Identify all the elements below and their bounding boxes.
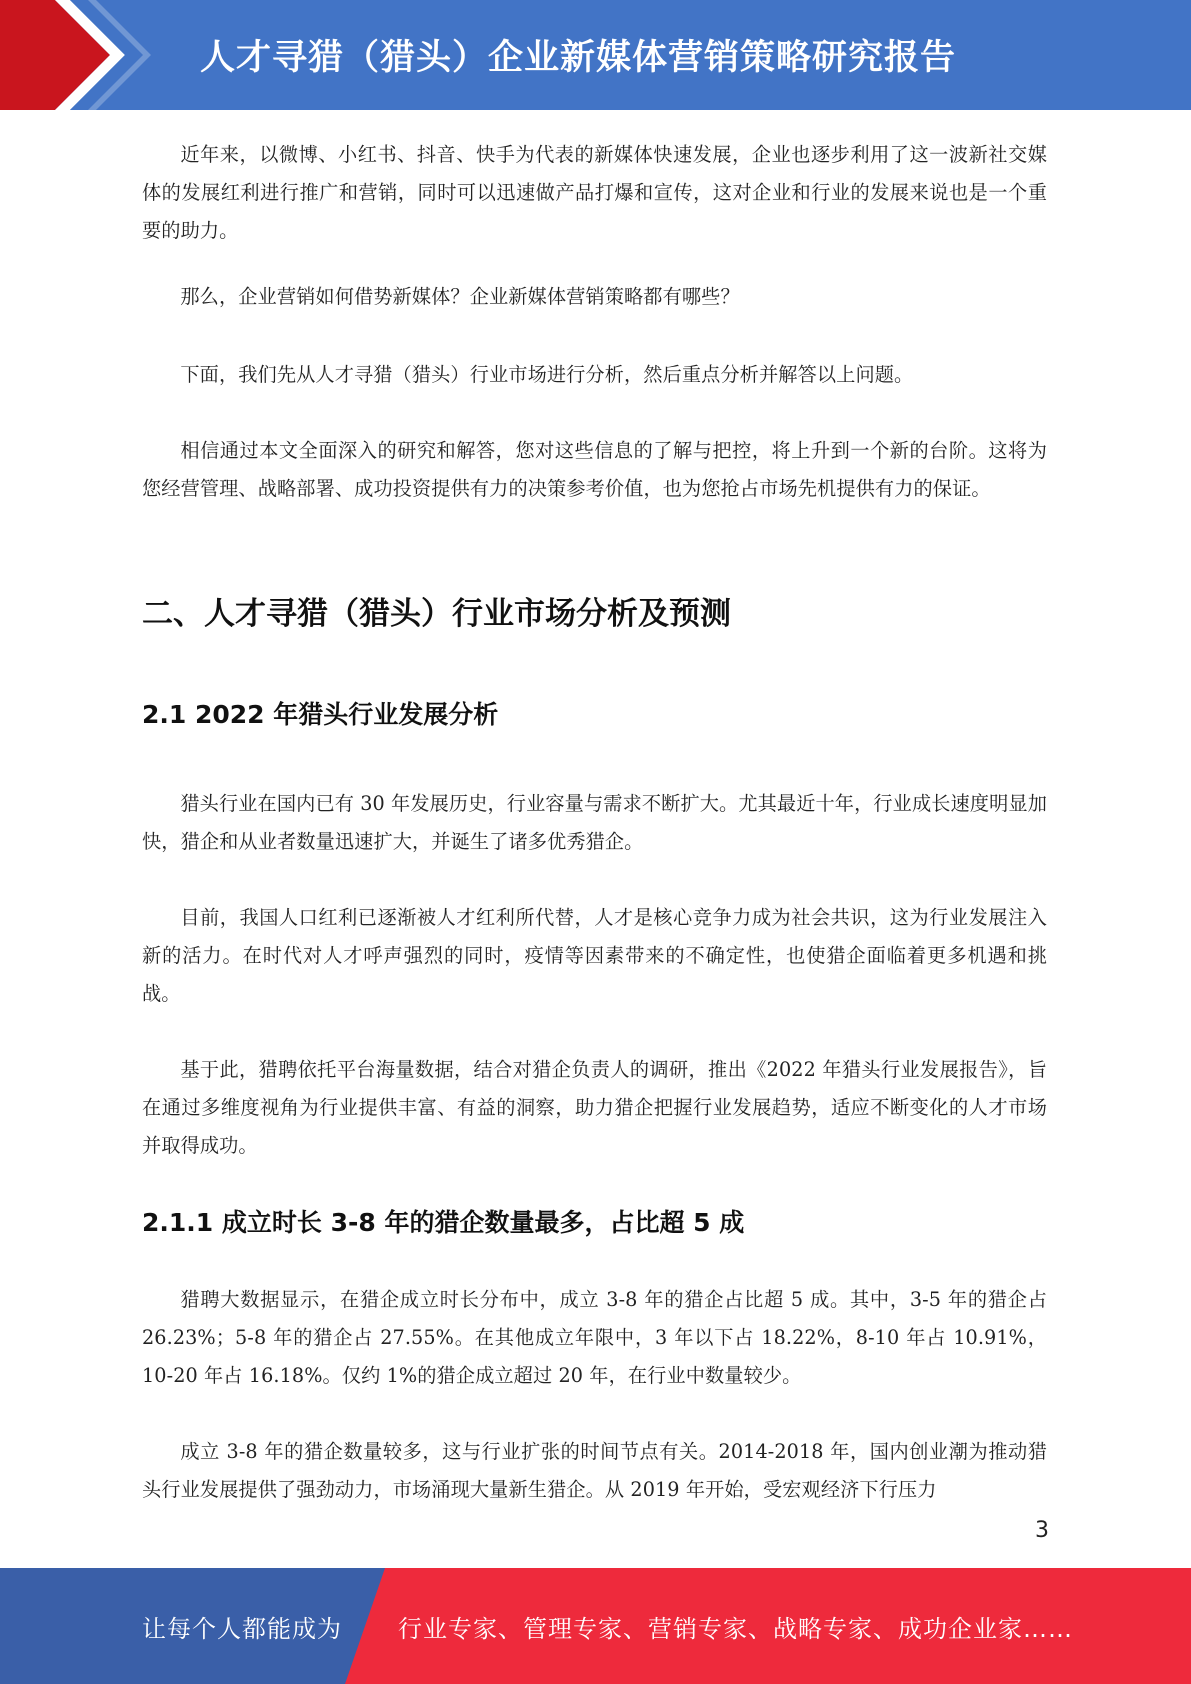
subsubsection-paragraph-1	[142, 1281, 1047, 1395]
subsection-paragraph-3	[142, 1051, 1047, 1165]
subsubsection-heading: 2.1.1 成立时长 3-8 年的猎企数量最多，占比超 5 成	[142, 1208, 745, 1237]
header-chevron-icon	[0, 0, 160, 110]
page-footer	[0, 1568, 1191, 1684]
document-title: 人才寻猎（猎头）企业新媒体营销策略研究报告	[200, 38, 957, 78]
paragraph: 近年来，以微博、小红书、抖音、快手为代表的新媒体快速发展，企业也逐步利用了这一波新社交媒体的发展红利进行推广和营销，同时可以迅速做产品打爆和宣传，这对企业和行业的发展来说也是一个重要的助力。	[142, 143, 1047, 242]
footer-slogan-right: 行业专家、管理专家、营销专家、战略专家、成功企业家……	[398, 1614, 1073, 1643]
page-header	[0, 0, 1191, 110]
page-number: 3	[1035, 1518, 1049, 1543]
subsubsection-paragraph-2	[142, 1433, 1047, 1509]
paragraph: 猎聘大数据显示，在猎企成立时长分布中，成立 3-8 年的猎企占比超 5 成。其中，3-5 年的猎企占 26.23%；5-8 年的猎企占 27.55%。在其他成立年限中，3 年以下占 18.22%，8-10 年占 10.91%，10-20 年占 16.18%。仅约 1%的猎企成立超过 20 年，在行业中数量较少。	[142, 1288, 1047, 1387]
footer-slogan-left: 让每个人都能成为	[142, 1614, 342, 1643]
paragraph: 猎头行业在国内已有 30 年发展历史，行业容量与需求不断扩大。尤其最近十年，行业成长速度明显加快，猎企和从业者数量迅速扩大，并诞生了诸多优秀猎企。	[142, 792, 1047, 853]
subsection-heading: 2.1 2022 年猎头行业发展分析	[142, 700, 499, 729]
subsection-paragraph-2	[142, 899, 1047, 1013]
paragraph: 下面，我们先从人才寻猎（猎头）行业市场进行分析，然后重点分析并解答以上问题。	[180, 363, 914, 386]
subsection-paragraph-1	[142, 785, 1047, 861]
section-heading: 二、人才寻猎（猎头）行业市场分析及预测	[142, 596, 731, 632]
intro-paragraph-3	[142, 356, 1047, 394]
paragraph: 目前，我国人口红利已逐渐被人才红利所代替，人才是核心竞争力成为社会共识，这为行业发展注入新的活力。在时代对人才呼声强烈的同时，疫情等因素带来的不确定性，也使猎企面临着更多机遇和挑战。	[142, 906, 1047, 1005]
paragraph: 成立 3-8 年的猎企数量较多，这与行业扩张的时间节点有关。2014-2018 年，国内创业潮为推动猎头行业发展提供了强劲动力，市场涌现大量新生猎企。从 2019 年开始，受宏观经济下行压力	[142, 1440, 1047, 1501]
intro-paragraph-4	[142, 432, 1047, 508]
paragraph: 基于此，猎聘依托平台海量数据，结合对猎企负责人的调研，推出《2022 年猎头行业发展报告》，旨在通过多维度视角为行业提供丰富、有益的洞察，助力猎企把握行业发展趋势，适应不断变化的人才市场并取得成功。	[142, 1058, 1047, 1157]
paragraph: 那么，企业营销如何借势新媒体？企业新媒体营销策略都有哪些？	[180, 285, 740, 308]
paragraph: 相信通过本文全面深入的研究和解答，您对这些信息的了解与把控，将上升到一个新的台阶。这将为您经营管理、战略部署、成功投资提供有力的决策参考价值，也为您抢占市场先机提供有力的保证。	[142, 439, 1047, 500]
intro-paragraph-2	[142, 278, 1047, 316]
intro-paragraph-1	[142, 136, 1047, 250]
